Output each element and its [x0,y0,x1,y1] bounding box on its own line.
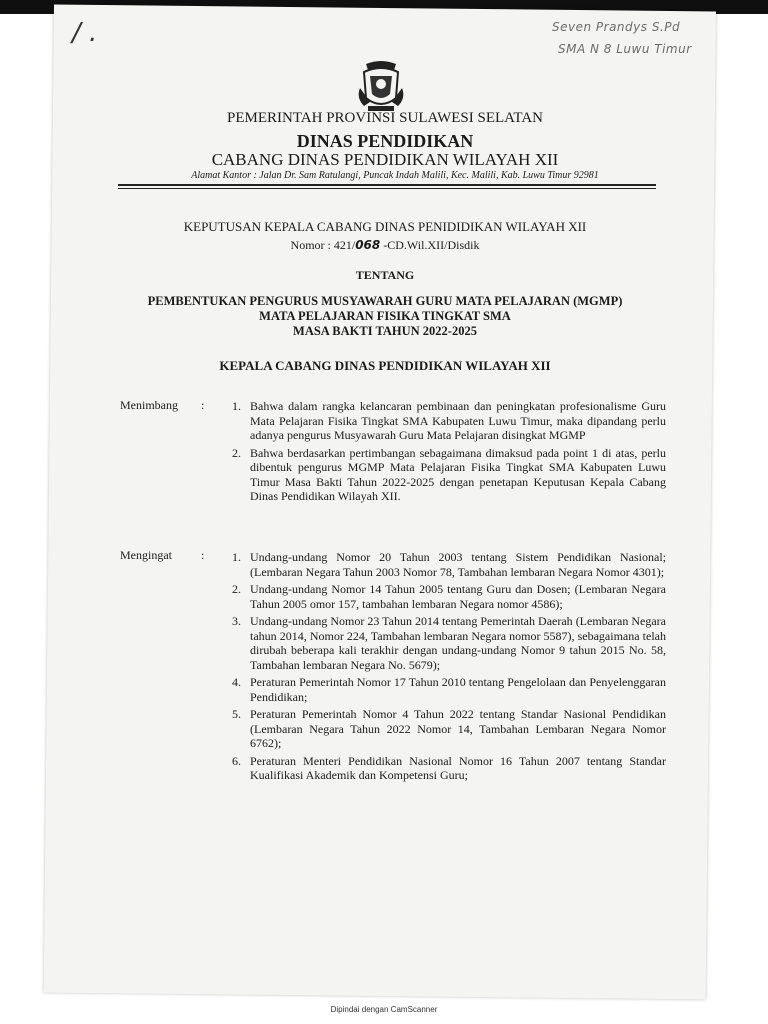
decree-number-prefix: Nomor : 421/ [290,238,356,252]
subject-line-2: MATA PELAJARAN FISIKA TINGKAT SMA [259,309,511,323]
item-number: 3. [232,614,241,628]
decree-number-suffix: -CD.Wil.XII/Disdik [380,238,480,252]
menimbang-list [226,399,666,507]
item-text: Undang-undang Nomor 20 Tahun 2003 tentang Sistem Pendidikan Nasional; (Lembaran Negara Tahun 2003 Nomor 78, Tambahan lembaran Negara Nomor 4301); [250,550,666,579]
decree-title: KEPUTUSAN KEPALA CABANG DINAS PENIDIDIKAN WILAYAH XII [183,219,587,234]
item-number: 1. [232,399,241,413]
mengingat-list [226,550,666,786]
mengingat-colon: : [201,548,205,562]
list-item [226,614,666,672]
list-item [226,675,666,704]
letterhead-rule-thick [118,184,656,186]
list-item [226,446,666,504]
item-text: Undang-undang Nomor 14 Tahun 2005 tentang Guru dan Dosen; (Lembaran Negara Tahun 2005 omor 157, tambahan lembaran Negara nomor 4586); [250,582,666,611]
handwritten-school: SMA N 8 Luwu Timur [558,42,692,56]
item-text: Bahwa berdasarkan pertimbangan sebagaimana dimaksud pada point 1 di atas, perlu dibentuk pengurus MGMP Mata Pelajaran Fisika Tingkat SMA Kabupaten Luwu Timur Masa Bakti Tahun 2022-2025 dengan penetapan Keputusan Kepala Cabang Dinas Pendidikan Wilayah XII. [250,445,666,503]
item-text: Peraturan Pemerintah Nomor 4 Tahun 2022 tentang Standar Nasional Pendidikan (Lembaran Negara Tahun 2022 Nomor 14, Tambahan Lembaran Negara Nomor 6762); [250,707,666,750]
item-number: 6. [232,753,241,768]
item-number: 5. [232,707,241,721]
item-text: Peraturan Pemerintah Nomor 17 Tahun 2010 tentang Pengelolaan dan Penyelenggaran Pendidikan; [250,675,666,704]
item-number: 1. [232,550,241,564]
issuer-title: KEPALA CABANG DINAS PENDIDIKAN WILAYAH XII [219,358,551,373]
decree-number-handwritten: 068 [355,238,381,252]
item-text: Bahwa dalam rangka kelancaran pembinaan dan peningkatan profesionalisme Guru Mata Pelajaran Fisika Tingkat SMA Kabupaten Luwu Timur, maka dipandang perlu adanya pengurus Musyawarah Guru Mata Pelajaran disingkat MGMP [250,399,666,442]
page-mark: / . [72,18,98,48]
item-number: 2. [232,582,241,596]
item-text: Peraturan Menteri Pendidikan Nasional Nomor 16 Tahun 2007 tentang Standar Kualifikasi Akademik dan Kompetensi Guru; [250,753,666,782]
decree-number [110,238,660,253]
decree-subject [110,294,660,339]
item-number: 2. [232,445,241,460]
menimbang-colon: : [201,398,205,412]
about-label: TENTANG [355,268,415,282]
subject-line-3: MASA BAKTI TAHUN 2022-2025 [293,324,477,338]
office-address: Alamat Kantor : Jalan Dr. Sam Ratulangi, Puncak Indah Malili, Kec. Malili, Kab. Luwu Timur 92981 [191,170,599,181]
list-item [226,582,666,611]
list-item [226,754,666,783]
list-item [226,707,666,751]
handwritten-name: Seven Prandys S.Pd [552,20,681,34]
agency-title: DINAS PENDIDIKAN [296,131,474,151]
item-number: 4. [232,675,241,689]
menimbang-label: Menimbang [120,398,178,412]
mengingat-label: Mengingat [120,548,172,562]
province-title: PEMERINTAH PROVINSI SULAWESI SELATAN [227,110,543,126]
list-item [226,399,666,443]
item-text: Undang-undang Nomor 23 Tahun 2014 tentang Pemerintah Daerah (Lembaran Negara tahun 2014, Nomor 224, Tambahan lembaran Negara nomor 5587), sebagaimana telah dirubah beberapa kali terakhir dengan undang-undang Nomor 9 tahun 2015 No. 58, Tambahan lembaran Negara No. 5679); [250,614,666,672]
scanner-footer: Dipindai dengan CamScanner [330,1005,438,1014]
subject-line-1: PEMBENTUKAN PENGURUS MUSYAWARAH GURU MATA PELAJARAN (MGMP) [147,294,623,308]
branch-title: CABANG DINAS PENDIDIKAN WILAYAH XII [211,150,559,169]
list-item [226,550,666,579]
letterhead-rule-thin [118,188,656,189]
emblem-icon [356,58,406,114]
